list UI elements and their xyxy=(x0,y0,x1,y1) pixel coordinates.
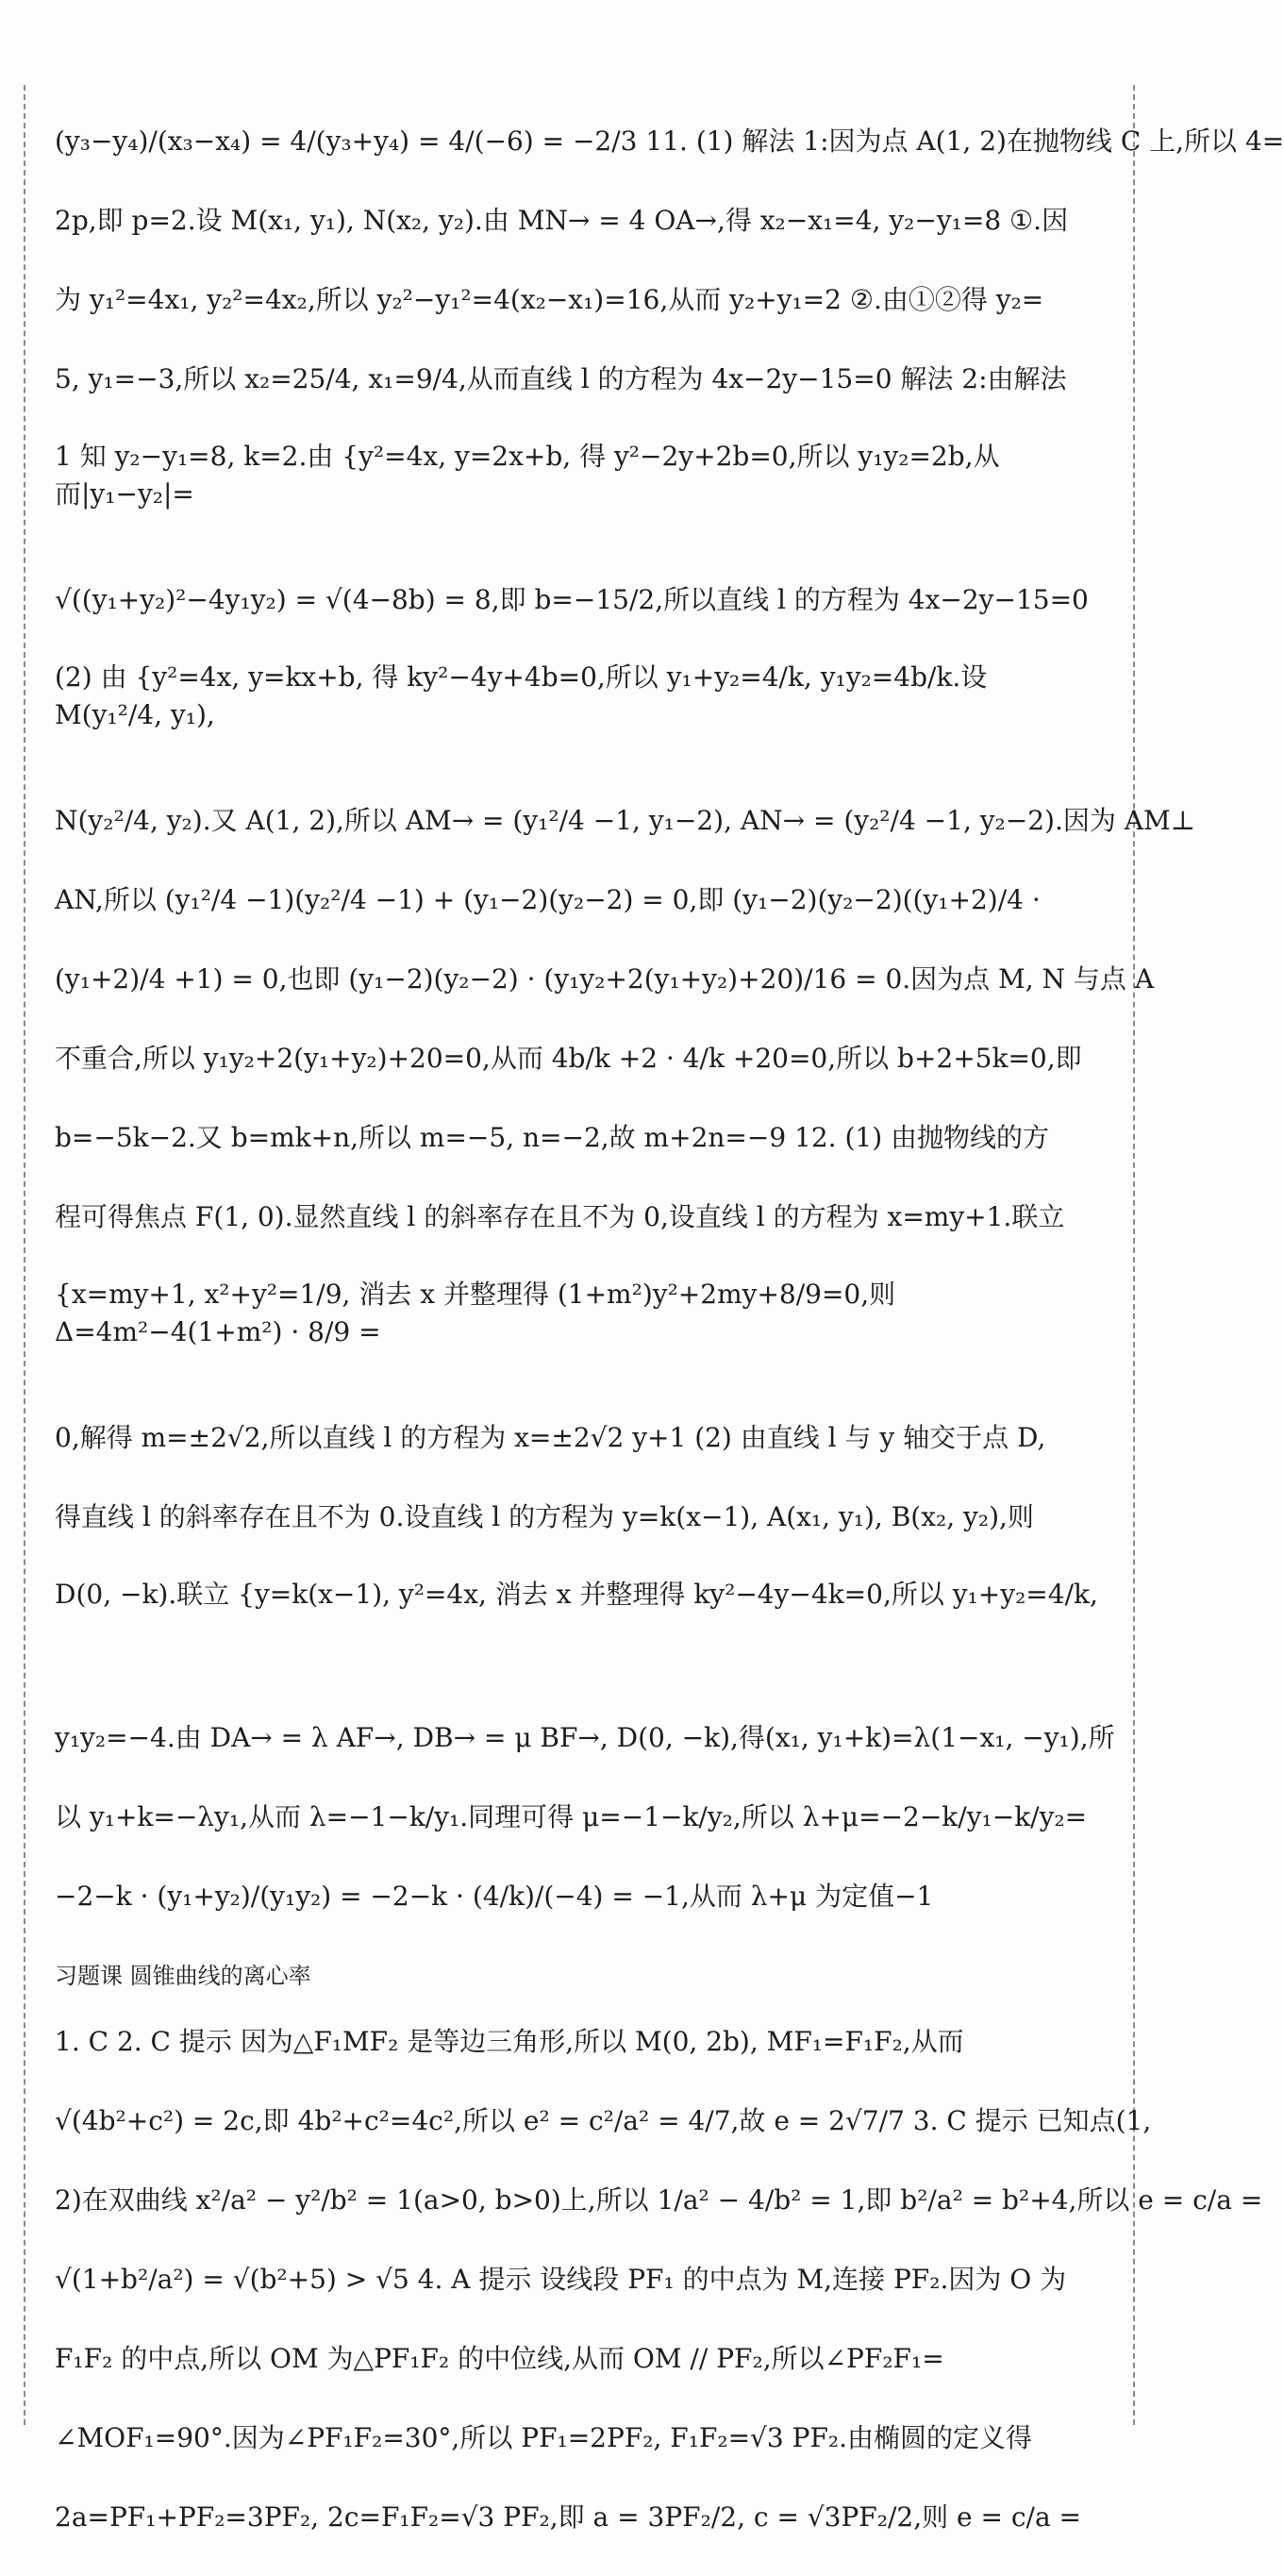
text-line: (y₁+2)/4 +1) = 0,也即 (y₁−2)(y₂−2) · (y₁y₂+2(y₁+y₂)+20)/16 = 0.因为点 M, N 与点 A xyxy=(55,963,1155,995)
text-line: 2p,即 p=2.设 M(x₁, y₁), N(x₂, y₂).由 MN→ = 4 OA→,得 x₂−x₁=4, y₂−y₁=8 ①.因 xyxy=(55,205,1069,236)
text-line: ∠MOF₁=90°.因为∠PF₁F₂=30°,所以 PF₁=2PF₂, F₁F₂=√3 PF₂.由椭圆的定义得 xyxy=(55,2422,1033,2453)
answer-text-block xyxy=(55,121,1284,2576)
text-line: 2)在双曲线 x²/a² − y²/b² = 1(a>0, b>0)上,所以 1/a² − 4/b² = 1,即 b²/a² = b²+4,所以 e = c/a = xyxy=(55,2184,1263,2216)
text-line: (2) 由 {y²=4x, y=kx+b, 得 ky²−4y+4b=0,所以 y₁+y₂=4/k, y₁y₂=4b/k.设 M(y₁²/4, y₁), xyxy=(55,661,988,730)
text-line: −2−k · (y₁+y₂)/(y₁y₂) = −2−k · (4/k)/(−4) = −1,从而 λ+μ 为定值−1 xyxy=(55,1881,934,1912)
text-line: 程可得焦点 F(1, 0).显然直线 l 的斜率存在且不为 0,设直线 l 的方程为 x=my+1.联立 xyxy=(55,1201,1065,1232)
text-line: b=−5k−2.又 b=mk+n,所以 m=−5, n=−2,故 m+2n=−9 12. (1) 由抛物线的方 xyxy=(55,1122,1050,1153)
text-line: 得直线 l 的斜率存在且不为 0.设直线 l 的方程为 y=k(x−1), A(x₁, y₁), B(x₂, y₂),则 xyxy=(55,1501,1034,1532)
text-line: √(1+b²/a²) = √(b²+5) > √5 4. A 提示 设线段 PF₁ 的中点为 M,连接 PF₂.因为 O 为 xyxy=(55,2264,1067,2295)
right-dashed-rule xyxy=(1133,85,1135,2425)
text-line: F₁F₂ 的中点,所以 OM 为△PF₁F₂ 的中位线,从而 OM // PF₂,所以∠PF₂F₁= xyxy=(55,2343,944,2374)
text-line: N(y₂²/4, y₂).又 A(1, 2),所以 AM→ = (y₁²/4 −1, y₁−2), AN→ = (y₂²/4 −1, y₂−2).因为 AM⊥ xyxy=(55,805,1196,836)
text-line: D(0, −k).联立 {y=k(x−1), y²=4x, 消去 x 并整理得 ky²−4y−4k=0,所以 y₁+y₂=4/k, xyxy=(55,1579,1098,1610)
text-line: 2a=PF₁+PF₂=3PF₂, 2c=F₁F₂=√3 PF₂,即 a = 3PF₂/2, c = √3PF₂/2,则 e = c/a = xyxy=(55,2501,1082,2533)
text-line: 5, y₁=−3,所以 x₂=25/4, x₁=9/4,从而直线 l 的方程为 4x−2y−15=0 解法 2:由解法 xyxy=(55,363,1067,394)
text-line: 1 知 y₂−y₁=8, k=2.由 {y²=4x, y=2x+b, 得 y²−2y+2b=0,所以 y₁y₂=2b,从而|y₁−y₂|= xyxy=(55,441,1000,510)
text-line: AN,所以 (y₁²/4 −1)(y₂²/4 −1) + (y₁−2)(y₂−2) = 0,即 (y₁−2)(y₂−2)((y₁+2)/4 · xyxy=(55,884,1041,915)
text-line: 0,解得 m=±2√2,所以直线 l 的方程为 x=±2√2 y+1 (2) 由直线 l 与 y 轴交于点 D, xyxy=(55,1422,1046,1453)
text-line: 不重合,所以 y₁y₂+2(y₁+y₂)+20=0,从而 4b/k +2 · 4/k +20=0,所以 b+2+5k=0,即 xyxy=(55,1043,1082,1074)
text-line: {x=my+1, x²+y²=1/9, 消去 x 并整理得 (1+m²)y²+2my+8/9=0,则 Δ=4m²−4(1+m²) · 8/9 = xyxy=(55,1279,896,1347)
text-line: 1. C 2. C 提示 因为△F₁MF₂ 是等边三角形,所以 M(0, 2b), MF₁=F₁F₂,从而 xyxy=(55,2026,964,2057)
text-line: 为 y₁²=4x₁, y₂²=4x₂,所以 y₂²−y₁²=4(x₂−x₁)=16,从而 y₂+y₁=2 ②.由①②得 y₂= xyxy=(55,284,1044,315)
text-line: y₁y₂=−4.由 DA→ = λ AF→, DB→ = μ BF→, D(0, −k),得(x₁, y₁+k)=λ(1−x₁, −y₁),所 xyxy=(55,1722,1115,1753)
text-line: √((y₁+y₂)²−4y₁y₂) = √(4−8b) = 8,即 b=−15/2,所以直线 l 的方程为 4x−2y−15=0 xyxy=(55,584,1089,615)
text-line: √(4b²+c²) = 2c,即 4b²+c²=4c²,所以 e² = c²/a² = 4/7,故 e = 2√7/7 3. C 提示 已知点(1, xyxy=(55,2105,1152,2136)
left-dashed-rule xyxy=(24,85,25,2425)
text-line: 以 y₁+k=−λy₁,从而 λ=−1−k/y₁.同理可得 μ=−1−k/y₂,所以 λ+μ=−2−k/y₁−k/y₂= xyxy=(55,1801,1088,1832)
text-line: (y₃−y₄)/(x₃−x₄) = 4/(y₃+y₄) = 4/(−6) = −2/3 11. (1) 解法 1:因为点 A(1, 2)在抛物线 C 上,所以 4= xyxy=(55,125,1284,157)
section-heading: 习题课 圆锥曲线的离心率 xyxy=(55,1963,311,1989)
